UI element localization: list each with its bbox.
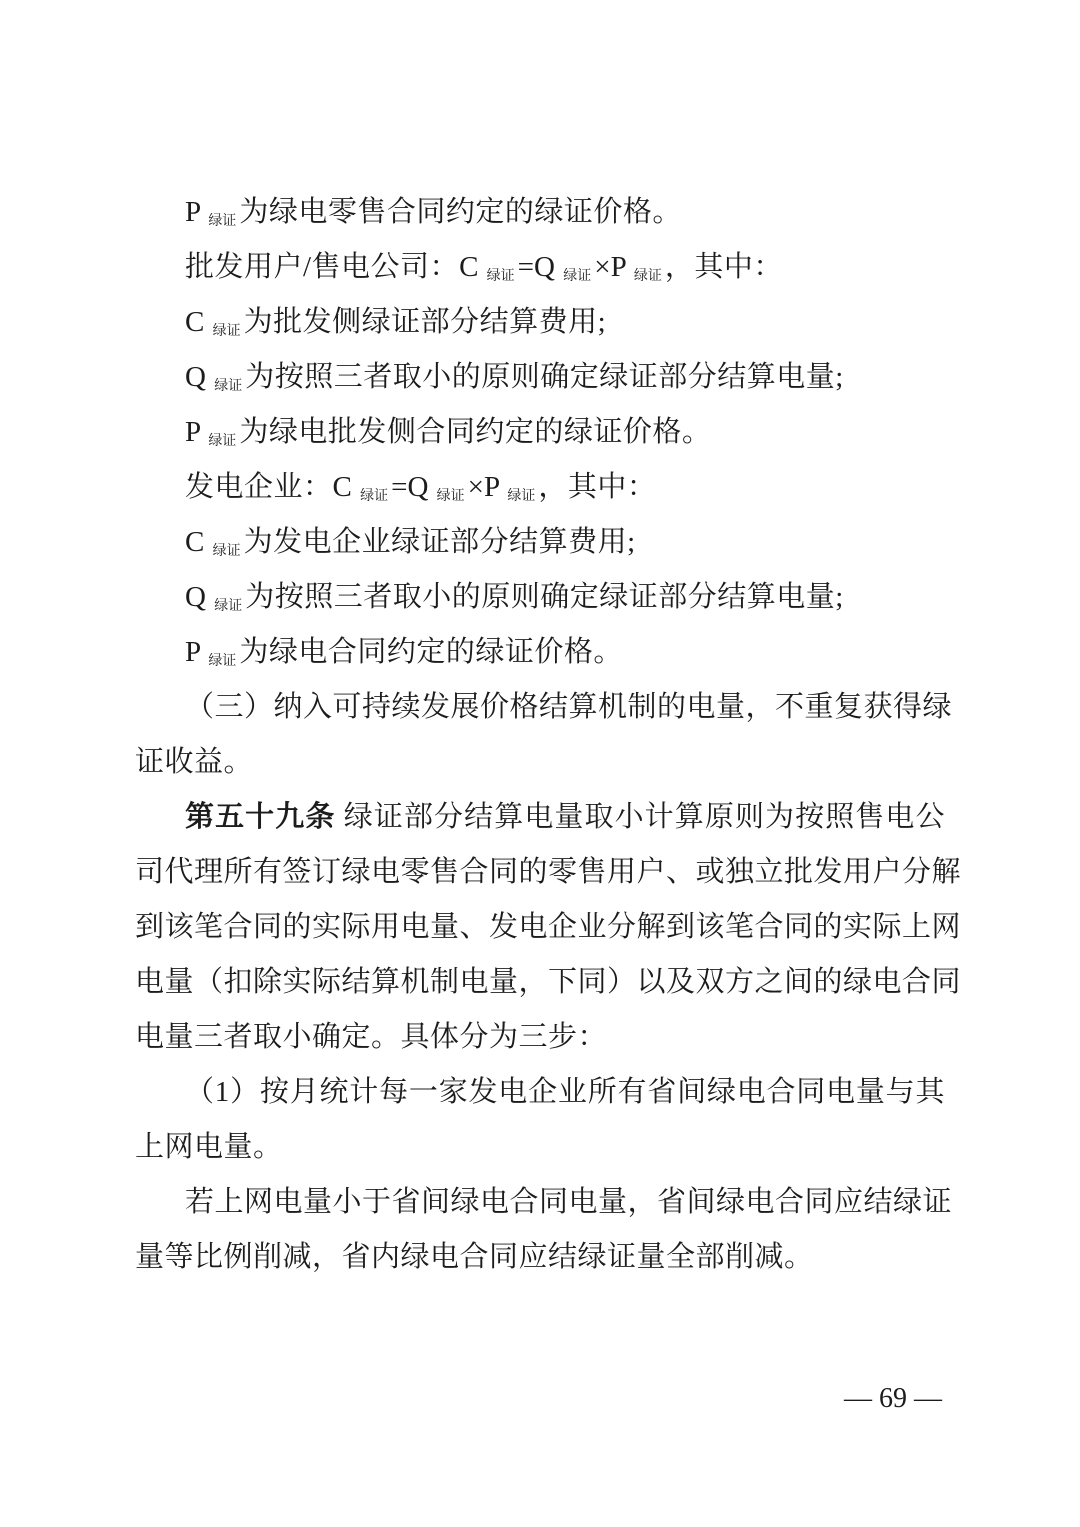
text-segment: 司代理所有签订绿电零售合同的零售用户、或独立批发用户分解 bbox=[135, 856, 962, 888]
text-segment: （三）纳入可持续发展价格结算机制的电量，不重复获得绿 bbox=[185, 691, 953, 723]
text-segment: 电量三者取小确定。具体分为三步： bbox=[135, 1021, 608, 1053]
page-number: — 69 — bbox=[844, 1383, 942, 1414]
text-segment: C bbox=[185, 526, 212, 558]
text-segment: Q bbox=[185, 581, 214, 613]
text-segment: =Q bbox=[517, 251, 563, 283]
text-segment: =Q bbox=[391, 471, 436, 503]
subscript-label: 绿证 bbox=[214, 378, 243, 394]
text-line bbox=[135, 1230, 945, 1285]
text-segment: 发电企业： bbox=[185, 471, 333, 503]
text-segment: C bbox=[185, 306, 212, 338]
text-segment: 为绿电合同约定的绿证价格。 bbox=[239, 636, 623, 668]
subscript-label: 绿证 bbox=[436, 488, 465, 504]
subscript-label: 绿证 bbox=[208, 213, 237, 229]
text-segment: 为按照三者取小的原则确定绿证部分结算电量; bbox=[245, 581, 844, 613]
text-segment: ，其中： bbox=[538, 471, 657, 503]
text-segment: P bbox=[185, 416, 208, 448]
text-segment: 批发用户/售电公司： bbox=[185, 251, 460, 283]
subscript-label: 绿证 bbox=[360, 488, 389, 504]
text-line bbox=[135, 1010, 945, 1065]
text-line bbox=[135, 1120, 945, 1175]
text-segment: 为发电企业绿证部分结算费用; bbox=[243, 526, 636, 558]
text-segment: 上网电量。 bbox=[135, 1131, 283, 1163]
text-line bbox=[135, 1065, 945, 1120]
document-body bbox=[135, 185, 962, 1285]
text-segment: 第五十九条 bbox=[185, 801, 336, 833]
text-line bbox=[135, 625, 945, 680]
text-segment: ，其中： bbox=[664, 251, 783, 283]
text-line bbox=[135, 185, 945, 240]
text-segment: 为按照三者取小的原则确定绿证部分结算电量; bbox=[245, 361, 844, 393]
subscript-label: 绿证 bbox=[214, 598, 243, 614]
subscript-label: 绿证 bbox=[633, 268, 662, 284]
subscript-label: 绿证 bbox=[507, 488, 536, 504]
text-line bbox=[135, 790, 945, 845]
text-segment: ×P bbox=[467, 471, 507, 503]
text-line bbox=[135, 955, 962, 1010]
subscript-label: 绿证 bbox=[486, 268, 515, 284]
text-segment: 若上网电量小于省间绿电合同电量，省间绿电合同应结绿证 bbox=[185, 1186, 953, 1218]
text-segment: 电量（扣除实际结算机制电量，下同）以及双方之间的绿电合同 bbox=[135, 966, 962, 998]
text-line bbox=[135, 240, 945, 295]
subscript-label: 绿证 bbox=[208, 433, 237, 449]
text-line bbox=[135, 680, 953, 735]
text-line bbox=[135, 735, 945, 790]
text-segment: Q bbox=[185, 361, 214, 393]
subscript-label: 绿证 bbox=[212, 543, 241, 559]
text-segment: 为绿电零售合同约定的绿证价格。 bbox=[239, 196, 682, 228]
text-segment: 为批发侧绿证部分结算费用; bbox=[243, 306, 607, 338]
text-segment: C bbox=[459, 251, 486, 283]
text-segment: 证收益。 bbox=[135, 746, 254, 778]
text-segment: P bbox=[185, 636, 208, 668]
text-line bbox=[135, 1175, 953, 1230]
text-line bbox=[135, 845, 962, 900]
text-segment: （1）按月统计每一家发电企业所有省间绿电合同电量与其 bbox=[185, 1076, 945, 1108]
subscript-label: 绿证 bbox=[563, 268, 592, 284]
text-segment: C bbox=[332, 471, 360, 503]
text-line bbox=[135, 570, 945, 625]
text-segment: P bbox=[185, 196, 208, 228]
text-line bbox=[135, 405, 945, 460]
text-segment: 绿证部分结算电量取小计算原则为按照售电公 bbox=[335, 801, 945, 833]
text-segment: 量等比例削减，省内绿电合同应结绿证量全部削减。 bbox=[135, 1241, 814, 1273]
text-line bbox=[135, 295, 945, 350]
subscript-label: 绿证 bbox=[208, 653, 237, 669]
subscript-label: 绿证 bbox=[212, 323, 241, 339]
text-segment: 为绿电批发侧合同约定的绿证价格。 bbox=[239, 416, 712, 448]
text-segment: 到该笔合同的实际用电量、发电企业分解到该笔合同的实际上网 bbox=[135, 911, 962, 943]
text-segment: ×P bbox=[594, 251, 633, 283]
text-line bbox=[135, 350, 945, 405]
text-line bbox=[135, 460, 945, 515]
text-line bbox=[135, 900, 962, 955]
text-line bbox=[135, 515, 945, 570]
